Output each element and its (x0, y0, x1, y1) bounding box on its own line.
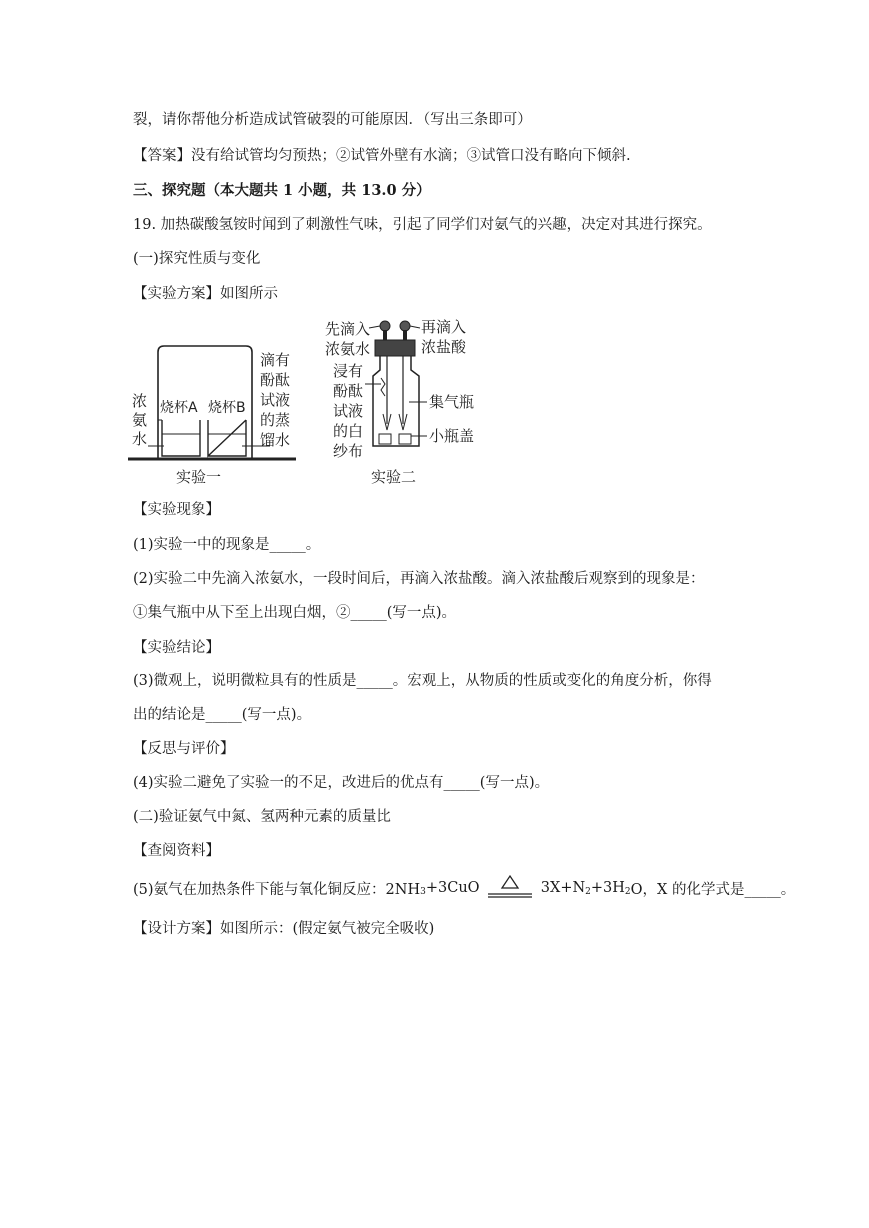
design-plan-label: 【设计方案】如图所示：(假定氨气被完全吸收) (133, 921, 435, 937)
fig2-label-cloth-5: 纱布 (333, 442, 364, 460)
experiment-plan-label: 【实验方案】如图所示 (133, 286, 278, 302)
fig2-label-then-2: 浓盐酸 (421, 338, 467, 356)
eq-sub-1: 3 (420, 887, 426, 897)
fig1-label-ammonia-1: 浓 (132, 392, 148, 410)
text-line-1: 裂，请你帮他分析造成试管破裂的可能原因．（写出三条即可） (133, 112, 532, 128)
question-19-stem: 19. 加热碳酸氢铵时闻到了刺激性气味，引起了同学们对氨气的兴趣，决定对其进行探究。 (133, 217, 712, 233)
question-2-continued: ①集气瓶中从下至上出现白烟，②_____(写一点)。 (133, 605, 457, 621)
question-3-continued: 出的结论是_____(写一点)。 (133, 707, 312, 723)
fig1-label-ammonia-3: 水 (132, 430, 148, 448)
fig1-label-water-1: 滴有 (260, 351, 291, 369)
fig2-label-first-1: 先滴入 (325, 320, 371, 338)
fig1-label-water-2: 酚酞 (260, 371, 291, 389)
eq-mid-1: +3CuO (425, 880, 480, 896)
eq-suffix: O，X 的化学式是_____。 (630, 881, 796, 898)
fig1-label-water-4: 的蒸 (260, 411, 291, 429)
eq-sub-3: 2 (624, 887, 631, 897)
part-2-heading: (二)验证氨气中氮、氢两种元素的质量比 (133, 809, 391, 825)
observation-label: 【实验现象】 (133, 502, 220, 518)
fig2-label-cloth-2: 酚酞 (333, 382, 364, 400)
heating-condition-sign (486, 874, 534, 902)
answer-line: 【答案】没有给试管均匀预热；②试管外壁有水滴；③试管口没有略向下倾斜. (133, 148, 631, 164)
fig1-beaker-a-label: 烧杯A (160, 400, 198, 416)
reference-label: 【查阅资料】 (133, 843, 220, 859)
fig2-label-cloth-3: 试液 (333, 402, 364, 420)
question-1: (1)实验一中的现象是_____。 (133, 537, 321, 553)
fig1-label-water-5: 馏水 (260, 431, 291, 449)
part-1-heading: (一)探究性质与变化 (133, 251, 261, 267)
fig1-beaker-b-label: 烧杯B (208, 400, 246, 416)
question-2: (2)实验二中先滴入浓氨水，一段时间后，再滴入浓盐酸。滴入浓盐酸后观察到的现象是： (133, 571, 705, 587)
fig2-label-first-2: 浓氨水 (325, 340, 371, 358)
fig1-label-ammonia-2: 氨 (132, 411, 148, 429)
fig2-label-then-1: 再滴入 (421, 318, 467, 336)
fig2-label-bottle: 集气瓶 (429, 393, 475, 411)
fig2-caption: 实验二 (371, 468, 417, 486)
fig2-label-cloth-4: 的白 (333, 422, 364, 440)
fig2-label-cloth-1: 浸有 (333, 362, 364, 380)
figure-experiment-two (325, 314, 475, 490)
eq-mid-3: +3H (590, 880, 625, 896)
reflection-label: 【反思与评价】 (133, 741, 235, 757)
conclusion-label: 【实验结论】 (133, 640, 220, 656)
figure-experiment-one (128, 338, 298, 488)
question-4: (4)实验二避免了实验一的不足，改进后的优点有_____(写一点)。 (133, 775, 550, 791)
eq-prefix: (5)氨气在加热条件下能与氧化铜反应：2NH (133, 881, 421, 898)
fig2-label-cap: 小瓶盖 (429, 427, 475, 445)
delta-icon (486, 874, 534, 902)
fig1-caption: 实验一 (176, 468, 222, 486)
question-3: (3)微观上，说明微粒具有的性质是_____。宏观上，从物质的性质或变化的角度分析，你得 (133, 673, 712, 689)
eq-sub-2: 2 (585, 887, 591, 897)
section-heading: 三、探究题（本大题共 1 小题，共 13.0 分） (133, 182, 431, 199)
eq-mid-2: 3X+N (540, 880, 586, 896)
fig1-label-water-3: 试液 (260, 391, 291, 409)
question-5-equation (133, 874, 795, 908)
